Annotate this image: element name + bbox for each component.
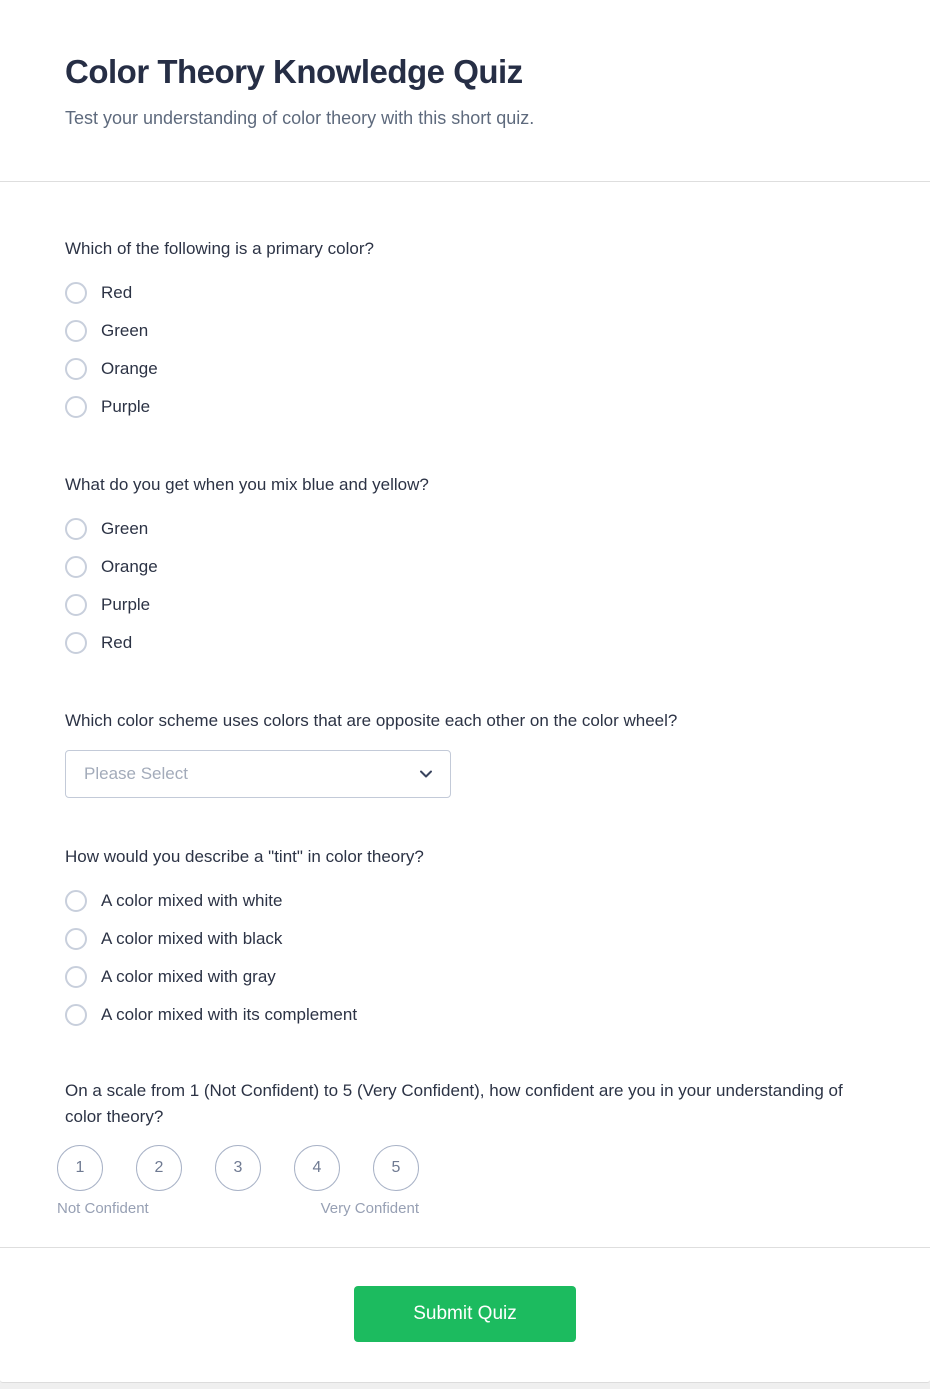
radio-option[interactable] — [65, 396, 865, 418]
question-label: On a scale from 1 (Not Confident) to 5 (Very Confident), how confident are you in your understanding of color theory? — [65, 1081, 843, 1126]
scale-option-3[interactable]: 3 — [215, 1145, 261, 1191]
option-label: A color mixed with white — [101, 891, 283, 910]
question-label: Which of the following is a primary color? — [65, 239, 374, 258]
radio-option[interactable] — [65, 282, 865, 304]
radio-option[interactable] — [65, 890, 865, 912]
radio-icon[interactable] — [65, 594, 87, 616]
option-label: Orange — [101, 359, 158, 378]
radio-icon[interactable] — [65, 396, 87, 418]
radio-option[interactable] — [65, 594, 865, 616]
question-primary-color — [65, 236, 865, 418]
question-tint-definition — [65, 844, 865, 1026]
radio-icon[interactable] — [65, 518, 87, 540]
color-scheme-select[interactable] — [65, 750, 451, 798]
option-label: A color mixed with black — [101, 929, 283, 948]
option-label: A color mixed with gray — [101, 967, 276, 986]
scale-min-label: Not Confident — [57, 1200, 149, 1217]
option-label: A color mixed with its complement — [101, 1005, 358, 1024]
question-color-scheme — [65, 708, 865, 798]
question-label: How would you describe a "tint" in color theory? — [65, 847, 424, 866]
question-mix-blue-yellow — [65, 472, 865, 654]
option-label: Purple — [101, 595, 151, 614]
scale-rating-group — [57, 1145, 419, 1191]
question-label: Which color scheme uses colors that are opposite each other on the color wheel? — [65, 711, 678, 730]
form-body — [0, 236, 930, 1217]
radio-option[interactable] — [65, 966, 865, 988]
radio-option[interactable] — [65, 1004, 865, 1026]
question-label: What do you get when you mix blue and yellow? — [65, 475, 429, 494]
scale-labels — [57, 1200, 419, 1217]
submit-row — [0, 1248, 930, 1342]
scale-option-4[interactable]: 4 — [294, 1145, 340, 1191]
radio-option[interactable] — [65, 632, 865, 654]
radio-icon[interactable] — [65, 928, 87, 950]
option-label: Red — [101, 283, 133, 302]
radio-option[interactable] — [65, 928, 865, 950]
radio-icon[interactable] — [65, 1004, 87, 1026]
radio-group — [65, 518, 865, 654]
question-confidence-scale — [57, 1078, 865, 1217]
radio-option[interactable] — [65, 518, 865, 540]
radio-option[interactable] — [65, 556, 865, 578]
scale-option-1[interactable]: 1 — [57, 1145, 103, 1191]
radio-option[interactable] — [65, 320, 865, 342]
form-subtitle: Test your understanding of color theory with this short quiz. — [65, 108, 535, 128]
select-placeholder: Please Select — [84, 764, 188, 783]
radio-icon[interactable] — [65, 632, 87, 654]
radio-option[interactable] — [65, 358, 865, 380]
option-label: Green — [101, 519, 149, 538]
submit-button[interactable]: Submit Quiz — [354, 1286, 576, 1342]
radio-icon[interactable] — [65, 890, 87, 912]
scale-max-label: Very Confident — [320, 1200, 419, 1217]
radio-icon[interactable] — [65, 358, 87, 380]
radio-icon[interactable] — [65, 966, 87, 988]
radio-icon[interactable] — [65, 556, 87, 578]
header-divider — [0, 181, 930, 182]
radio-icon[interactable] — [65, 282, 87, 304]
scale-option-2[interactable]: 2 — [136, 1145, 182, 1191]
form-header — [0, 0, 930, 130]
radio-group — [65, 282, 865, 418]
option-label: Orange — [101, 557, 158, 576]
option-label: Red — [101, 633, 133, 652]
radio-group — [65, 890, 865, 1026]
option-label: Green — [101, 321, 149, 340]
chevron-down-icon — [418, 766, 434, 782]
radio-icon[interactable] — [65, 320, 87, 342]
scale-option-5[interactable]: 5 — [373, 1145, 419, 1191]
form-title: Color Theory Knowledge Quiz — [65, 53, 523, 90]
option-label: Purple — [101, 397, 151, 416]
